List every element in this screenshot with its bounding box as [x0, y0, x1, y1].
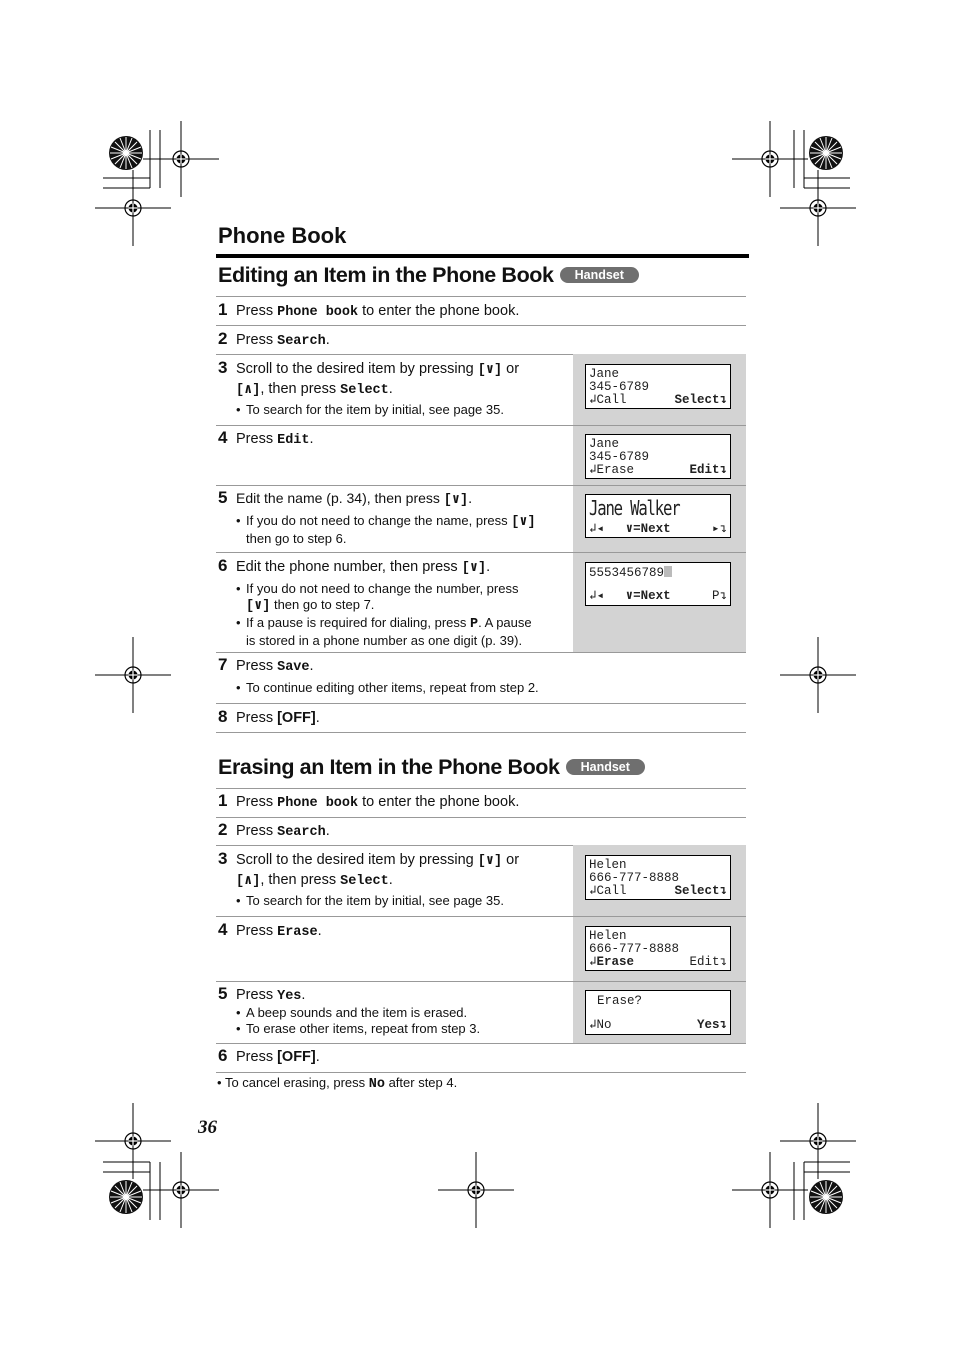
erasing-section-title [218, 755, 645, 780]
edit-step-6: 6 Edit the phone number, then press [∨]. [218, 556, 491, 576]
divider [216, 788, 746, 789]
lcd-display-name-entry: Jane Walker ↲◂ ∨=Next ▸↴ [585, 494, 731, 538]
erase-step-4: 4 Press Erase. [218, 920, 322, 940]
edit-step-7: 7 Press Save. [218, 655, 314, 675]
divider [216, 817, 746, 818]
divider [216, 1043, 746, 1044]
edit-step-5: 5 Edit the name (p. 34), then press [∨]. [218, 488, 473, 508]
lcd-display-confirm: Erase? ↲No Yes↴ [585, 990, 731, 1035]
header-rule [216, 254, 749, 258]
divider [216, 325, 746, 326]
lcd-display-erase: Helen 666-777-8888 ↲Erase Edit↴ [585, 926, 731, 971]
erase-step-1: 1 Press Phone book to enter the phone book. [218, 791, 520, 811]
erase-step-5: 5 Press Yes. [218, 984, 306, 1004]
edit-step-4: 4 Press Edit. [218, 428, 314, 448]
footnote: • To cancel erasing, press No after step 4. [217, 1075, 458, 1092]
lcd-display-select: Jane 345-6789 ↲Call Select↴ [585, 364, 731, 409]
erasing-title-text: Erasing an Item in the Phone Book [218, 755, 560, 779]
divider [216, 425, 746, 426]
lcd-display-number-entry: 5553456789 ↲◂ ∨=Next P↴ [585, 562, 731, 606]
edit-step-5-note: • If you do not need to change the name, press [∨] then go to step 6. [236, 513, 536, 546]
divider [216, 296, 746, 297]
erase-step-6: 6 Press [OFF]. [218, 1046, 320, 1065]
lcd-display-select: Helen 666-777-8888 ↲Call Select↴ [585, 855, 731, 900]
page-number: 36 [198, 1117, 217, 1138]
divider [216, 1072, 746, 1073]
erase-step-3-note: • To search for the item by initial, see page 35. [236, 893, 504, 908]
lcd-display-edit: Jane 345-6789 ↲Erase Edit↴ [585, 434, 731, 479]
handset-badge: Handset [566, 759, 645, 775]
edit-step-6-notes: • If you do not need to change the number, press [∨] then go to step 7. • If a pause is required for dialing, press P. A pause is stored in a phone number as one digit (p. 39). [236, 581, 532, 648]
erase-step-3: 3 Scroll to the desired item by pressing [∨] or [∧], then press Select. [218, 849, 520, 889]
erase-step-5-notes: • A beep sounds and the item is erased. • To erase other items, repeat from step 3. [236, 1005, 481, 1036]
editing-title-text: Editing an Item in the Phone Book [218, 263, 554, 287]
divider [216, 703, 746, 704]
edit-step-3-note: • To search for the item by initial, see page 35. [236, 402, 504, 417]
edit-step-3: 3 Scroll to the desired item by pressing [∨] or [∧], then press Select. [218, 358, 520, 398]
edit-step-8: 8 Press [OFF]. [218, 707, 320, 726]
page-header-title: Phone Book [218, 223, 347, 248]
edit-step-7-note: • To continue editing other items, repeat from step 2. [236, 680, 539, 695]
editing-section-title [218, 263, 639, 288]
divider [216, 981, 746, 982]
edit-step-1: 1 Press Phone book to enter the phone book. [218, 300, 520, 320]
erase-step-2: 2 Press Search. [218, 820, 330, 840]
divider [216, 732, 746, 733]
edit-step-2: 2 Press Search. [218, 329, 330, 349]
divider [216, 485, 746, 486]
divider [216, 652, 746, 653]
divider [216, 552, 746, 553]
divider [216, 916, 746, 917]
handset-badge: Handset [560, 267, 639, 283]
